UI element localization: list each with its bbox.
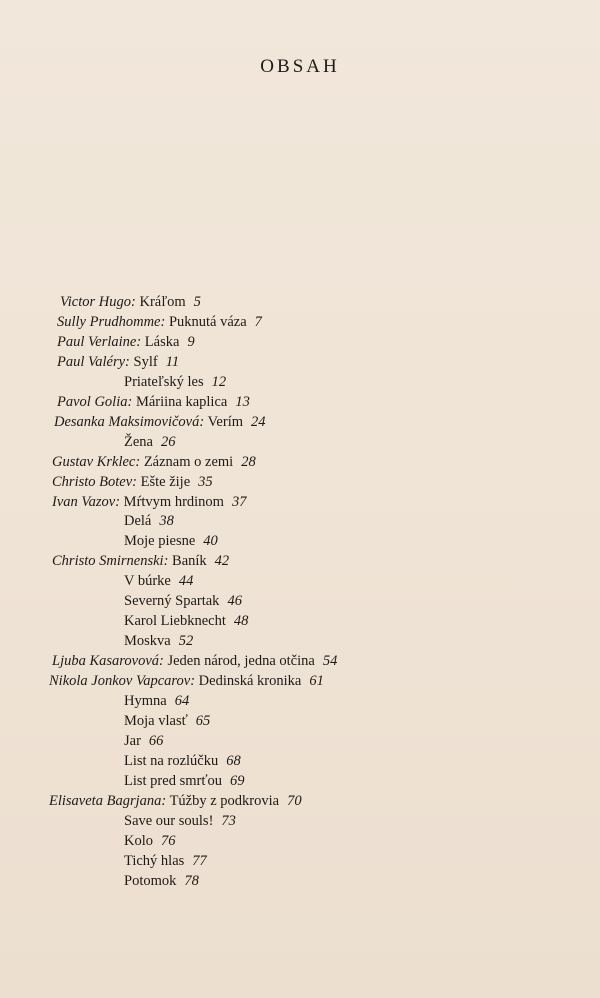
toc-title: Moje piesne	[124, 533, 196, 550]
toc-author: Desanka Maksimovičová:	[54, 413, 205, 430]
toc-entry	[124, 691, 189, 711]
toc-page-number: 64	[174, 693, 190, 709]
toc-entry	[124, 432, 175, 452]
toc-title: Jeden národ, jedna otčina	[167, 653, 315, 670]
toc-title: V búrke	[124, 573, 171, 590]
toc-title: Severný Spartak	[124, 593, 220, 610]
toc-title: Hymna	[124, 693, 167, 709]
toc-title: Baník	[172, 553, 207, 570]
toc-title: Láska	[144, 333, 180, 350]
toc-page-number: 40	[203, 533, 218, 550]
toc-entry	[124, 591, 242, 611]
toc-author: Sully Prudhomme:	[57, 313, 166, 330]
toc-entry	[124, 851, 207, 871]
toc-entry	[124, 531, 218, 551]
toc-page-number: 76	[161, 832, 176, 849]
toc-page-number: 44	[178, 573, 194, 590]
toc-page-number: 26	[160, 433, 176, 450]
toc-entry	[124, 631, 193, 651]
toc-title: List pred smrťou	[124, 772, 223, 789]
toc-page-number: 42	[214, 553, 230, 570]
toc-entry	[52, 472, 213, 492]
toc-author: Gustav Krklec:	[52, 453, 141, 470]
toc-page-number: 66	[148, 732, 164, 749]
toc-title: Tichý hlas	[124, 852, 185, 869]
toc-title: Save our souls!	[124, 812, 214, 829]
toc-author: Paul Verlaine:	[57, 333, 142, 350]
toc-entry	[124, 711, 210, 731]
toc-author: Christo Smirnenski:	[52, 553, 169, 570]
toc-title: Sylf	[133, 353, 158, 370]
toc-page-number: 65	[195, 712, 211, 729]
toc-page-number: 13	[235, 393, 250, 410]
toc-entry	[49, 791, 302, 811]
toc-page-number: 7	[254, 313, 262, 330]
toc-title: Ešte žije	[140, 473, 191, 490]
page-title: OBSAH	[260, 56, 340, 77]
toc-page-number: 70	[287, 792, 302, 809]
toc-page-number: 5	[193, 294, 201, 310]
toc-title: Túžby z podkrovia	[169, 792, 280, 809]
toc-title: Mŕtvym hrdinom	[123, 493, 224, 510]
toc-page-number: 77	[192, 852, 207, 869]
toc-page-number: 69	[230, 772, 245, 789]
toc-page-number: 9	[187, 333, 195, 350]
toc-page-number: 48	[233, 613, 249, 630]
toc-entry	[124, 831, 176, 851]
toc-page-number: 52	[178, 633, 194, 650]
toc-author: Ljuba Kasarovová:	[52, 653, 164, 670]
toc-page-number: 24	[251, 413, 266, 430]
toc-entry	[57, 332, 195, 352]
toc-title: Moja vlasť	[124, 712, 188, 729]
toc-title: Kolo	[124, 832, 153, 849]
toc-title: List na rozlúčku	[124, 752, 219, 769]
toc-page-number: 61	[309, 673, 324, 690]
toc-entry	[124, 771, 245, 791]
toc-title: Máriina kaplica	[135, 393, 228, 410]
toc-page-number: 78	[184, 872, 199, 889]
toc-title: Potomok	[124, 872, 177, 889]
toc-entry	[52, 452, 256, 472]
toc-author: Pavol Golia:	[57, 393, 133, 410]
toc-entry	[124, 372, 226, 392]
toc-title: Delá	[124, 513, 152, 530]
toc-page-number: 68	[226, 752, 241, 769]
toc-entry	[124, 871, 199, 891]
toc-entry	[124, 511, 174, 531]
toc-title: Karol Liebknecht	[124, 613, 226, 630]
toc-entry	[52, 651, 337, 671]
toc-title: Dedinská kronika	[198, 673, 302, 690]
toc-page-number: 46	[227, 593, 242, 610]
toc-entry	[60, 292, 201, 312]
toc-page-number: 73	[221, 812, 236, 829]
toc-entry	[124, 811, 236, 831]
toc-author: Elisaveta Bagrjana:	[49, 792, 167, 809]
toc-title: Priateľský les	[124, 373, 204, 390]
toc-entry	[57, 352, 179, 372]
toc-entry	[124, 571, 193, 591]
toc-entry	[124, 751, 241, 771]
toc-author: Ivan Vazov:	[52, 493, 121, 510]
toc-author: Christo Botev:	[52, 473, 137, 490]
toc-author: Victor Hugo:	[60, 294, 136, 310]
toc-title: Žena	[124, 433, 153, 450]
toc-page-number: 37	[231, 493, 247, 510]
toc-entry	[52, 492, 246, 512]
toc-entry	[52, 551, 229, 571]
toc-page-number: 11	[165, 353, 180, 370]
toc-author: Nikola Jonkov Vapcarov:	[49, 673, 196, 690]
toc-page-number: 54	[322, 653, 338, 670]
toc-author: Paul Valéry:	[57, 353, 130, 370]
toc-title: Kráľom	[139, 294, 186, 310]
toc-entry	[124, 731, 163, 751]
toc-title: Puknutá váza	[168, 313, 247, 330]
toc-entry	[57, 312, 262, 332]
toc-page-number: 12	[211, 373, 227, 390]
toc-page-number: 38	[159, 513, 174, 530]
toc-title: Jar	[124, 732, 141, 749]
toc-title: Moskva	[124, 633, 171, 650]
toc-entry	[54, 412, 266, 432]
toc-page-number: 35	[198, 473, 213, 490]
toc-title: Verím	[207, 413, 243, 430]
toc-page-number: 28	[241, 453, 256, 470]
toc-entry	[124, 611, 248, 631]
toc-entry	[57, 392, 250, 412]
toc-title: Záznam o zemi	[143, 453, 234, 470]
toc-entry	[49, 671, 324, 691]
